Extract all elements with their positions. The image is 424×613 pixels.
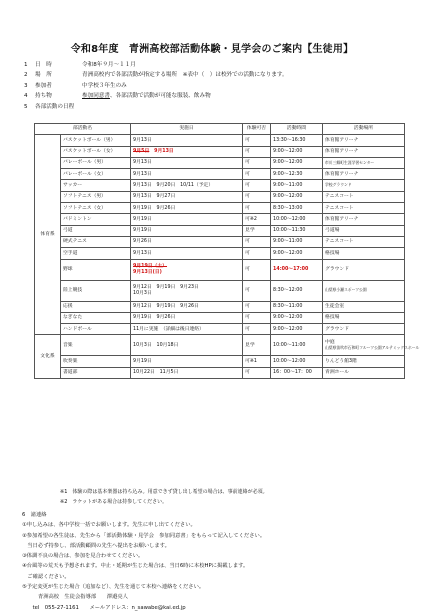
time-cell: 8:30～12:00 [271, 280, 323, 301]
place-text: 市川三郷町生涯学習センター [325, 159, 375, 165]
trial-status: 可 [243, 236, 271, 247]
dates-cell [131, 356, 243, 367]
time-cell: 9:00～12:30 [271, 169, 323, 180]
dates-cell [131, 367, 243, 378]
contact-line: ご確認ください。 [22, 573, 70, 580]
dates-text: 9月12日 9月19日 9月26日 [133, 304, 199, 309]
info-row [24, 60, 404, 70]
category-cell: 文化系 [35, 335, 61, 379]
place-cell [323, 236, 405, 247]
dates-text: 9月13日 9月20日 10/11（予定） [133, 182, 214, 188]
table-row [35, 312, 405, 323]
time-cell: 10:00～12:00 [271, 214, 323, 225]
trial-status: 可※2 [243, 214, 271, 225]
trial-status: 見学 [243, 335, 271, 356]
header-cell: 活動場所 [323, 124, 405, 135]
dates-cell [131, 236, 243, 247]
place-text: 格技場 [325, 250, 340, 256]
dates-text: 10月22日 11月5日 [133, 370, 179, 376]
place-text: 中庭 [325, 339, 335, 345]
dates-text: 9月13日 [133, 171, 152, 177]
table-row [35, 180, 405, 191]
info-number: 3 [24, 82, 28, 89]
place-text: 青洲ホール [325, 370, 349, 376]
time-cell: 9:00～11:00 [271, 180, 323, 191]
changed-date: 9月13日 [154, 149, 174, 155]
place-text: テニスコート [325, 194, 354, 200]
trial-status: 見学 [243, 225, 271, 236]
contact-line: 青洲高校 生徒会指導部 澤邉亮人 [22, 594, 128, 601]
dates-text: 10月3日 [133, 290, 152, 296]
dates-text: 9月19日 [133, 358, 152, 364]
place-cell [323, 335, 420, 356]
page-title: 令和8年度 青洲高校部活動体験・見学会のご案内【生徒用】 [70, 44, 354, 55]
table-row [35, 214, 405, 225]
time-cell: 10:00～12:00 [271, 356, 323, 367]
dates-cell [131, 146, 243, 157]
place-text: テニスコート [325, 239, 354, 245]
info-key: 場 所 [35, 72, 52, 79]
place-cell [323, 367, 405, 378]
contact-line: tel 055-27-1161 メールアドレス：n_sawabe@kai.ed.jp [22, 604, 186, 611]
time-cell [271, 259, 323, 280]
info-value: 令和8年９月～１１月 [82, 62, 136, 68]
dates-cell [131, 191, 243, 202]
club-name: バスケットボール（女） [61, 146, 131, 157]
table-row [35, 146, 405, 157]
club-name: 硬式テニス [61, 236, 131, 247]
dates-text: 9月19日 9月26日 [133, 315, 176, 321]
table-row [35, 367, 405, 378]
place-cell [323, 248, 405, 259]
contact-section [22, 510, 412, 613]
dates-text: 9月13日 [133, 250, 152, 256]
place-cell [323, 191, 405, 202]
dates-cell [131, 180, 243, 191]
info-number: 2 [24, 72, 28, 79]
header-cell: 部活動名 [35, 124, 131, 135]
table-row [35, 248, 405, 259]
trial-status: 可 [243, 367, 271, 378]
info-number: 1 [24, 62, 28, 68]
place-cell [323, 214, 405, 225]
trial-status: 可※1 [243, 356, 271, 367]
contact-line: ④台風等の荒天も予想されます。中止・延期が生じた場合は、当日6時に本校HPに掲載します。 [22, 563, 249, 570]
changed-time: 14:00～17:00 [273, 266, 309, 272]
place-text: グラウンド [325, 326, 350, 332]
club-name: 野球 [61, 259, 131, 280]
dates-cell [131, 135, 243, 146]
header-cell: 実施日 [131, 124, 243, 135]
club-name: ソフトテニス（女） [61, 203, 131, 214]
info-number: 4 [24, 93, 28, 100]
table-row [35, 225, 405, 236]
table-row [35, 203, 405, 214]
trial-status: 可 [243, 259, 271, 280]
contact-line: ①申し込みは、各中学校一括でお願いします。先生に申し出てください。 [22, 522, 196, 529]
club-name: 陸上競技 [61, 280, 131, 301]
club-name: ハンドボール [61, 324, 131, 335]
dates-cell [131, 157, 243, 168]
info-row [24, 70, 404, 80]
info-key: 各部活動の日程 [35, 103, 75, 110]
trial-status: 可 [243, 157, 271, 168]
dates-cell [131, 280, 243, 301]
time-cell: 9:00～12:00 [271, 157, 323, 168]
info-number: 5 [24, 103, 28, 110]
time-cell: 9:00～12:00 [271, 146, 323, 157]
time-cell: 9:00～12:00 [271, 312, 323, 323]
place-text: 体育館アリーナ [325, 171, 359, 177]
table-row [35, 169, 405, 180]
place-text: 格技場 [325, 315, 340, 321]
place-text: 生徒会室 [325, 304, 345, 309]
place-cell [323, 169, 405, 180]
info-value: 参加同意書、各部活動で活動が可能な服装、飲み物 [82, 93, 211, 100]
info-value [82, 102, 404, 112]
dates-text: 9月26日 [133, 239, 152, 245]
dates-cell [131, 248, 243, 259]
table-row [35, 324, 405, 335]
trial-status: 可 [243, 203, 271, 214]
table-header-row [35, 124, 405, 135]
trial-status: 可 [243, 324, 271, 335]
table-row [35, 301, 405, 312]
table-row [35, 135, 405, 146]
trial-status: 可 [243, 135, 271, 146]
place-cell [323, 301, 405, 312]
club-name: サッカー [61, 180, 131, 191]
time-cell: 8:30～13:00 [271, 203, 323, 214]
table-row [35, 236, 405, 247]
club-name: 吹奏楽 [61, 356, 131, 367]
club-name: なぎなた [61, 312, 131, 323]
header-cell: 活動時間 [271, 124, 323, 135]
dates-cell [131, 225, 243, 236]
event-info [24, 60, 404, 112]
contact-line: ②参加希望の各生徒は、先生から「部活動体験・見学会 参加同意書」をもらって記入してください。 [22, 532, 266, 539]
place-cell [323, 312, 405, 323]
dates-text: 11月に実施 （詳細は後日連絡） [133, 326, 204, 332]
dates-cell [131, 169, 243, 180]
dates-text: 9月19日 [133, 216, 152, 222]
info-row [24, 102, 404, 112]
place-text: 山梨県笛吹市石和町フルーツ公園アルテミックスホール [325, 344, 420, 350]
place-cell [323, 135, 405, 146]
club-name: バレーボール（男） [61, 157, 131, 168]
contact-title: 6 諸連絡 [22, 512, 47, 518]
contact-line: ③体調不良の場合は、参加を見合わせてください。 [22, 553, 144, 560]
dates-text: 9月13日 [133, 137, 152, 143]
dates-cell [131, 214, 243, 225]
club-name: 音楽 [61, 335, 131, 356]
dates-text: 9月12日 9月19日 9月23日 [133, 285, 199, 291]
place-cell [323, 180, 405, 191]
time-cell: 9:00～12:00 [271, 191, 323, 202]
table-row [35, 259, 405, 280]
table-row [35, 356, 405, 367]
category-cell: 体育系 [35, 135, 61, 335]
schedule-table [34, 123, 420, 379]
info-key: 持ち物 [35, 93, 52, 100]
club-name: バドミントン [61, 214, 131, 225]
time-cell: 16：00～17：00 [271, 367, 323, 378]
dates-text: 9月13日 [133, 160, 152, 166]
dates-cell [131, 203, 243, 214]
note-line: ※1 体験の際は基本楽器は持ち込み。用意できず貸し出し希望の場合は、事前連絡が必須。 [60, 489, 268, 495]
time-cell: 10:00～11:00 [271, 335, 323, 356]
trial-status: 可 [243, 191, 271, 202]
place-cell [323, 259, 405, 280]
table-row [35, 157, 405, 168]
info-row [24, 91, 404, 101]
dates-cell [131, 335, 243, 356]
time-cell: 9:00～12:00 [271, 248, 323, 259]
trial-status: 可 [243, 180, 271, 191]
contact-line: ⑤予定変更が生じた場合（追加など）、先生を通じて本校へ連絡をください。 [22, 584, 205, 591]
note-line: ※2 ラケットがある場合は持参してください。 [60, 498, 168, 505]
table-notes [60, 488, 400, 507]
club-name: 書道部 [61, 367, 131, 378]
club-name: 応援 [61, 301, 131, 312]
trial-status: 可 [243, 248, 271, 259]
time-cell: 8:30～11:00 [271, 301, 323, 312]
club-name: ソフトテニス（男） [61, 191, 131, 202]
place-text: 体育館アリーナ [325, 149, 359, 155]
club-name: 空手道 [61, 248, 131, 259]
cancelled-date: 9月19日（土） [133, 264, 168, 270]
time-cell: 9:00～11:00 [271, 236, 323, 247]
place-cell [323, 356, 405, 367]
dates-text: 9月19日 [133, 228, 152, 234]
place-cell [323, 225, 405, 236]
info-key: 日 時 [35, 62, 52, 68]
time-cell: 10:00～11:30 [271, 225, 323, 236]
info-key: 参加者 [35, 82, 52, 89]
time-cell: 9:00～12:00 [271, 324, 323, 335]
info-value-underlined: 参加同意書 [82, 93, 110, 100]
time-cell: 13:30～16:30 [271, 135, 323, 146]
table-row [35, 191, 405, 202]
table-row [35, 280, 405, 301]
trial-status: 可 [243, 280, 271, 301]
trial-status: 可 [243, 312, 271, 323]
place-text: 体育館アリーナ [325, 137, 359, 143]
place-cell [323, 203, 405, 214]
trial-status: 可 [243, 301, 271, 312]
place-text: 学校グラウンド [325, 182, 352, 188]
club-name: バレーボール（女） [61, 169, 131, 180]
place-cell [323, 324, 405, 335]
dates-cell [131, 312, 243, 323]
dates-text: 9月13日 9月27日 [133, 194, 176, 200]
place-text: 弓道場 [325, 228, 340, 234]
dates-cell [131, 259, 243, 280]
place-text: 体育館アリーナ [325, 216, 359, 222]
cancelled-date: 9月5日 [133, 149, 150, 155]
contact-line: 当日必ず持参し、部活動顧問の先生へ提出をお願いします。 [22, 542, 170, 549]
place-text: グラウンド [325, 266, 350, 272]
info-value: 中学校３年生のみ [82, 82, 127, 89]
place-text: 山梨県小瀬スポーツ公園 [325, 287, 367, 293]
place-text: りんどう館3階 [325, 358, 357, 364]
table-row [35, 335, 405, 356]
info-value: 青洲高校内で各部活動が指定する場所 ※表中（ ）は校外での活動になります。 [82, 72, 288, 79]
place-cell [323, 280, 405, 301]
place-cell [323, 157, 405, 168]
dates-text: 10月3日 10月18日 [133, 342, 179, 348]
dates-cell [131, 301, 243, 312]
trial-status: 可 [243, 146, 271, 157]
place-cell [323, 146, 405, 157]
club-name: 弓道 [61, 225, 131, 236]
dates-text: 9月19日 9月26日 [133, 205, 176, 211]
trial-status: 可 [243, 169, 271, 180]
changed-date: 9月13日(日) [133, 269, 162, 275]
dates-cell [131, 324, 243, 335]
club-name: バスケットボール（男） [61, 135, 131, 146]
place-text: テニスコート [325, 205, 354, 211]
info-row [24, 81, 404, 91]
header-cell: 体験可否 [243, 124, 271, 135]
